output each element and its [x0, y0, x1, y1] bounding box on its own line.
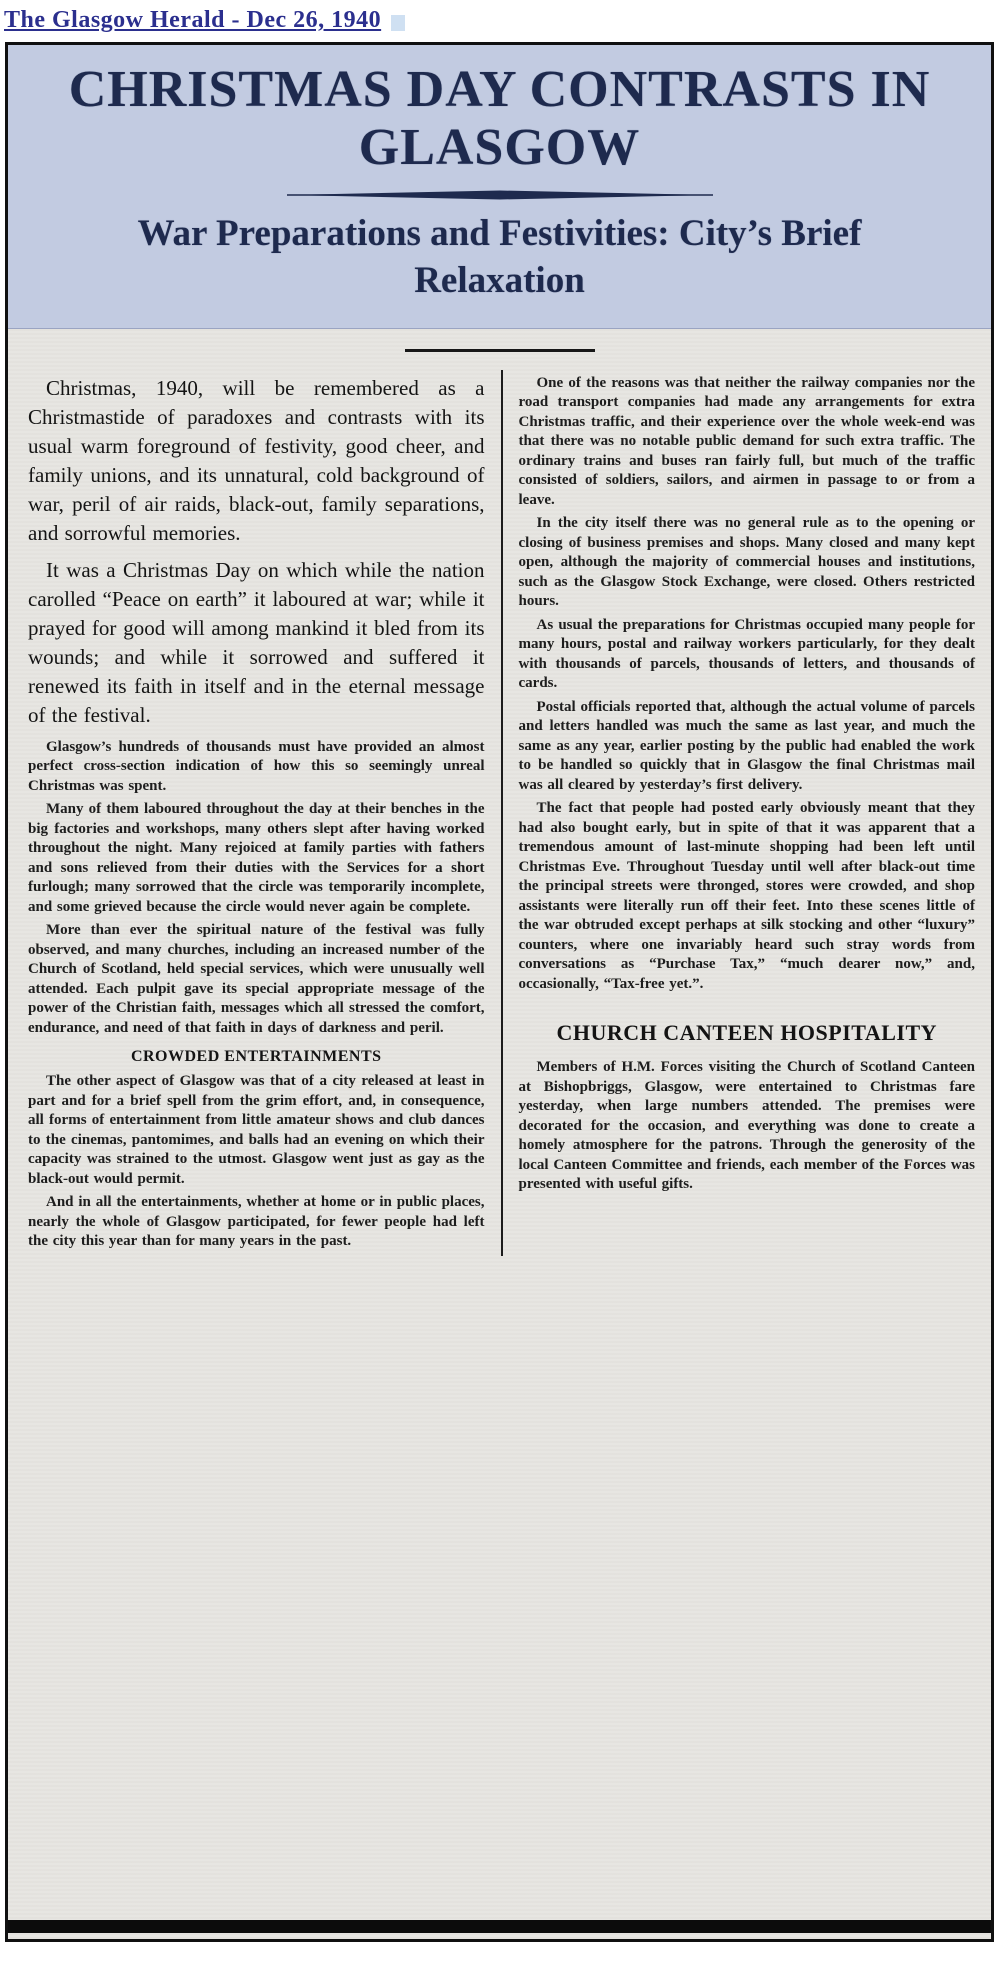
article-columns: [8, 364, 991, 1256]
article-paragraph: Postal officials reported that, although the actual volume of parcels and letters handled was much the same as last year, and much the same as any year, earlier posting by the public had enabled the work to be handled so quickly that in Glasgow the final Christmas mail was all cleared by yesterday’s first delivery.: [518, 698, 975, 793]
article-lead-paragraph: Christmas, 1940, will be remembered as a Christmastide of paradoxes and contrasts with its usual warm foreground of festivity, good cheer, and family unions, and its unnatural, cold background of war, peril of air raids, black-out, family separations, and sorrowful memories.: [28, 375, 485, 545]
end-of-header-rule: [405, 349, 595, 352]
bottom-rule: [8, 1920, 991, 1933]
selection-artifact: [391, 15, 405, 31]
left-column: [22, 370, 501, 1256]
article-paragraph: As usual the preparations for Christmas occupied many people for many hours, postal and railway workers particularly, for they dealt with thousands of parcels, thousands of letters, and thousands of cards.: [518, 616, 975, 692]
swelled-rule-divider: [285, 187, 715, 203]
article-paragraph: The other aspect of Glasgow was that of a city released at least in part and for a brief spell from the grim effort, and, in consequence, all forms of entertainment from little amateur shows and club dances to the cinemas, pantomimes, and balls had an evening on which their capacity was strained to the utmost. Glasgow went just as gay as the black-out would permit.: [28, 1073, 485, 1187]
masthead-block: [8, 45, 991, 329]
newspaper-clipping: [5, 42, 994, 1942]
page-header: [0, 0, 1000, 38]
article-paragraph: And in all the entertainments, whether at home or in public places, nearly the whole of Glasgow participated, for fewer people had left the city this year than for many years in the past.: [28, 1194, 485, 1250]
article-paragraph: One of the reasons was that neither the railway companies nor the road transport companies had made any arrangements for extra Christmas traffic, and their experience over the whole week-end was that there was no notable public demand for such extra traffic. The ordinary trains and buses ran fairly full, but much of the traffic consisted of soldiers, sailors, and airmen in passage to or from a leave.: [518, 374, 975, 508]
article-paragraph: The fact that people had posted early obviously meant that they had also bought early, but in spite of that it was apparent that a tremendous amount of last-minute shopping had been left until Christmas Eve. Throughout Tuesday until well after black-out time the principal streets were thronged, stores were crowded, and shop assistants were literally run off their feet. Into these scenes little of the war obtruded except perhaps at silk stocking and other “luxury” counters, where one invariably heard such stray words from conversations as “Purchase Tax,” “much dearer now,” and, occasionally, “Tax-free yet.”.: [518, 800, 975, 992]
article-subheadline: War Preparations and Festivities: City’s Brief Relaxation: [137, 213, 862, 301]
source-link[interactable]: The Glasgow Herald - Dec 26, 1940: [4, 7, 382, 33]
article-lead-paragraph: It was a Christmas Day on which while the nation carolled “Peace on earth” it laboured at war; while it prayed for good will among mankind it bled from its wounds; and while it sorrowed and suffered it renewed its faith in itself and in the eternal message of the festival.: [28, 557, 485, 727]
article-headline: CHRISTMAS DAY CONTRASTS IN GLASGOW: [68, 61, 931, 177]
section-heading-church-canteen: CHURCH CANTEEN HOSPITALITY: [556, 1020, 938, 1046]
right-column: [503, 370, 982, 1256]
section-heading-crowded-entertainments: CROWDED ENTERTAINMENTS: [130, 1048, 382, 1066]
article-paragraph: Members of H.M. Forces visiting the Church of Scotland Canteen at Bishopbriggs, Glasgow, were entertained to Christmas fare yesterday, when large numbers attended. The premises were decorated for the occasion, and everything was done to create a homely atmosphere for the patrons. Through the generosity of the local Canteen Committee and friends, each member of the Forces was presented with useful gifts.: [518, 1059, 975, 1193]
article-paragraph: More than ever the spiritual nature of the festival was fully observed, and many churches, including an increased number of the Church of Scotland, held special services, which were unusually well attended. Each pulpit gave its special appropriate message of the power of the Christian faith, messages which all stressed the comfort, endurance, and need of that faith in days of darkness and peril.: [28, 922, 485, 1036]
article-paragraph: In the city itself there was no general rule as to the opening or closing of business premises and shops. Many closed and many kept open, although the majority of commercial houses and institutions, such as the Glasgow Stock Exchange, were closed. Others restricted hours.: [518, 515, 975, 610]
footer-gap: [8, 1256, 991, 1296]
article-paragraph: Glasgow’s hundreds of thousands must have provided an almost perfect cross-section indication of how this so seemingly unreal Christmas was spent.: [28, 738, 485, 794]
article-paragraph: Many of them laboured throughout the day at their benches in the big factories and workshops, many others slept after having worked throughout the night. Many rejoiced at family parties with fathers and sons relieved from their duties with the Services for a short furlough; many sorrowed that the circle was temporarily incomplete, and some grieved because the circle would never again be complete.: [28, 801, 485, 915]
